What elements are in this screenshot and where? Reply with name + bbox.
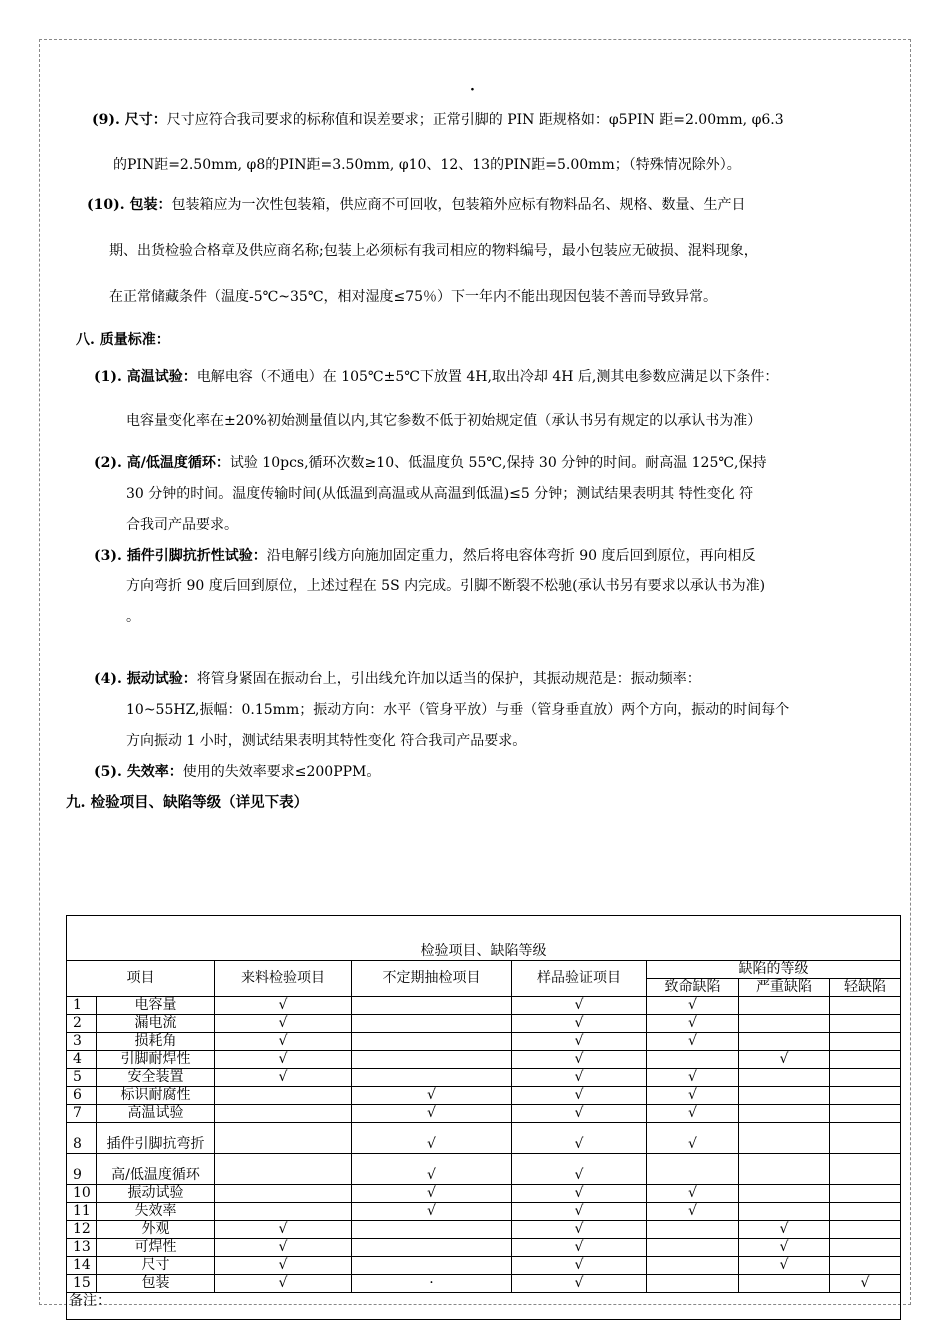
cell-minor	[830, 1069, 901, 1087]
section8-heading: 八. 质量标准：	[76, 332, 170, 348]
section9-heading: 九. 检验项目、缺陷等级（详见下表）	[66, 794, 309, 811]
defect-table	[66, 915, 901, 1320]
item9-line1	[92, 110, 784, 130]
cell-minor	[830, 1239, 901, 1257]
cell-incoming: √	[215, 1051, 352, 1069]
header-critical: 致命缺陷	[647, 979, 739, 997]
cell-sample: √	[512, 1221, 647, 1239]
cell-name: 电容量	[97, 997, 215, 1015]
cell-name: 高/低温度循环	[97, 1154, 215, 1185]
item10-line1	[87, 195, 745, 215]
q4-label: (4). 振动试验：	[94, 671, 197, 687]
cell-major: √	[739, 1051, 830, 1069]
cell-incoming	[215, 1123, 352, 1154]
cell-critical	[647, 1051, 739, 1069]
remark-row	[67, 1293, 901, 1320]
cell-incoming: √	[215, 997, 352, 1015]
q3-line3: 。	[126, 609, 140, 625]
cell-name: 高温试验	[97, 1105, 215, 1123]
cell-periodic: √	[352, 1154, 512, 1185]
cell-incoming	[215, 1154, 352, 1185]
cell-minor	[830, 1087, 901, 1105]
cell-major	[739, 1185, 830, 1203]
cell-sample: √	[512, 1069, 647, 1087]
cell-periodic	[352, 1015, 512, 1033]
table-row	[67, 997, 901, 1015]
header-item: 项目	[67, 961, 215, 997]
cell-minor	[830, 997, 901, 1015]
q5-line1	[94, 762, 380, 782]
cell-critical: √	[647, 1185, 739, 1203]
cell-incoming: √	[215, 1015, 352, 1033]
cell-periodic: √	[352, 1203, 512, 1221]
cell-major	[739, 1105, 830, 1123]
table-row	[67, 1203, 901, 1221]
cell-incoming	[215, 1203, 352, 1221]
cell-critical: √	[647, 1033, 739, 1051]
cell-minor	[830, 1185, 901, 1203]
cell-minor	[830, 1154, 901, 1185]
cell-name: 插件引脚抗弯折	[97, 1123, 215, 1154]
table-row	[67, 1221, 901, 1239]
cell-name: 包装	[97, 1275, 215, 1293]
cell-incoming	[215, 1087, 352, 1105]
cell-critical: √	[647, 1087, 739, 1105]
cell-periodic: √	[352, 1185, 512, 1203]
cell-critical	[647, 1275, 739, 1293]
q2-text1: 试验 10pcs,循环次数≥10、低温度负 55℃,保持 30 分钟的时间。耐高温 125℃,保持	[229, 455, 767, 471]
header-dot: ·	[470, 82, 475, 98]
cell-incoming: √	[215, 1221, 352, 1239]
cell-no: 9	[67, 1154, 97, 1185]
cell-no: 14	[67, 1257, 97, 1275]
item10-text1: 包装箱应为一次性包装箱，供应商不可回收，包装箱外应标有物料品名、规格、数量、生产日	[171, 197, 746, 213]
cell-major: √	[739, 1221, 830, 1239]
cell-periodic	[352, 1257, 512, 1275]
cell-no: 12	[67, 1221, 97, 1239]
cell-no: 10	[67, 1185, 97, 1203]
cell-major	[739, 1275, 830, 1293]
cell-major: √	[739, 1239, 830, 1257]
cell-major	[739, 997, 830, 1015]
cell-no: 5	[67, 1069, 97, 1087]
cell-name: 损耗角	[97, 1033, 215, 1051]
cell-name: 安全装置	[97, 1069, 215, 1087]
cell-periodic: ·	[352, 1275, 512, 1293]
item9-label: (9). 尺寸：	[92, 112, 167, 128]
q5-label: (5). 失效率：	[94, 764, 183, 780]
q1-label: (1). 高温试验：	[94, 369, 197, 385]
cell-periodic	[352, 1033, 512, 1051]
cell-major	[739, 1154, 830, 1185]
q5-text1: 使用的失效率要求≤200PPM。	[182, 764, 381, 780]
cell-no: 15	[67, 1275, 97, 1293]
cell-incoming: √	[215, 1257, 352, 1275]
q4-line3: 方向振动 1 小时，测试结果表明其特性变化 符合我司产品要求。	[126, 733, 527, 749]
q2-line3: 合我司产品要求。	[126, 517, 238, 533]
cell-major	[739, 1123, 830, 1154]
cell-sample: √	[512, 1123, 647, 1154]
cell-sample: √	[512, 1275, 647, 1293]
table-row	[67, 1051, 901, 1069]
item9-text1: 尺寸应符合我司要求的标称值和误差要求；正常引脚的 PIN 距规格如：φ5PIN 距=2.00mm, φ6.3	[166, 112, 784, 128]
cell-critical: √	[647, 1123, 739, 1154]
header-periodic: 不定期抽检项目	[352, 961, 512, 997]
cell-critical	[647, 1221, 739, 1239]
cell-no: 3	[67, 1033, 97, 1051]
table-row	[67, 1069, 901, 1087]
table-row	[67, 1239, 901, 1257]
header-sample: 样品验证项目	[512, 961, 647, 997]
cell-periodic	[352, 1221, 512, 1239]
cell-minor	[830, 1123, 901, 1154]
q1-line1	[94, 367, 778, 387]
cell-incoming: √	[215, 1275, 352, 1293]
cell-sample: √	[512, 1185, 647, 1203]
cell-sample: √	[512, 1239, 647, 1257]
cell-sample: √	[512, 1087, 647, 1105]
cell-major	[739, 1087, 830, 1105]
cell-minor	[830, 1105, 901, 1123]
q3-text1: 沿电解引线方向施加固定重力，然后将电容体弯折 90 度后回到原位，再向相反	[266, 548, 756, 564]
cell-name: 漏电流	[97, 1015, 215, 1033]
cell-periodic: √	[352, 1105, 512, 1123]
cell-no: 8	[67, 1123, 97, 1154]
q3-line1	[94, 546, 755, 566]
q2-line1	[94, 453, 766, 473]
q4-text1: 将管身紧固在振动台上，引出线允许加以适当的保护，其振动规范是：振动频率：	[196, 671, 701, 687]
q4-line2: 10~55HZ,振幅：0.15mm；振动方向：水平（管身平放）与垂（管身垂直放）两个方向，振动的时间每个	[126, 702, 790, 718]
cell-minor	[830, 1257, 901, 1275]
cell-periodic	[352, 1239, 512, 1257]
q1-line2: 电容量变化率在±20%初始测量值以内,其它参数不低于初始规定值（承认书另有规定的以承认书为准）	[126, 413, 762, 429]
cell-no: 11	[67, 1203, 97, 1221]
cell-no: 4	[67, 1051, 97, 1069]
cell-name: 振动试验	[97, 1185, 215, 1203]
table-row	[67, 1087, 901, 1105]
q1-text1: 电解电容（不通电）在 105℃±5℃下放置 4H,取出冷却 4H 后,测其电参数应满足以下条件：	[196, 369, 779, 385]
cell-critical	[647, 1257, 739, 1275]
cell-minor	[830, 1033, 901, 1051]
cell-major	[739, 1069, 830, 1087]
cell-incoming	[215, 1185, 352, 1203]
cell-critical: √	[647, 1015, 739, 1033]
cell-sample: √	[512, 1203, 647, 1221]
cell-critical: √	[647, 1069, 739, 1087]
cell-sample: √	[512, 1051, 647, 1069]
cell-critical	[647, 1154, 739, 1185]
cell-critical: √	[647, 1105, 739, 1123]
remark-cell: 备注：	[67, 1293, 901, 1320]
cell-sample: √	[512, 1154, 647, 1185]
cell-minor	[830, 1221, 901, 1239]
cell-incoming: √	[215, 1239, 352, 1257]
cell-periodic	[352, 1069, 512, 1087]
cell-name: 可焊性	[97, 1239, 215, 1257]
cell-minor	[830, 1203, 901, 1221]
q3-label: (3). 插件引脚抗折性试验：	[94, 548, 267, 564]
cell-no: 1	[67, 997, 97, 1015]
cell-minor: √	[830, 1275, 901, 1293]
cell-no: 6	[67, 1087, 97, 1105]
header-minor: 轻缺陷	[830, 979, 901, 997]
table-row	[67, 1154, 901, 1185]
cell-incoming: √	[215, 1033, 352, 1051]
item10-label: (10). 包装：	[87, 197, 172, 213]
cell-major	[739, 1015, 830, 1033]
q4-line1	[94, 669, 701, 689]
item10-line3: 在正常储藏条件（温度-5℃~35℃，相对湿度≤75％）下一年内不能出现因包装不善而导致异常。	[109, 289, 718, 305]
table-row	[67, 1257, 901, 1275]
cell-critical: √	[647, 997, 739, 1015]
q3-line2: 方向弯折 90 度后回到原位，上述过程在 5S 内完成。引脚不断裂不松驰(承认书另有要求以承认书为准)	[126, 578, 766, 594]
cell-no: 2	[67, 1015, 97, 1033]
cell-name: 尺寸	[97, 1257, 215, 1275]
cell-incoming	[215, 1105, 352, 1123]
cell-major: √	[739, 1257, 830, 1275]
cell-no: 7	[67, 1105, 97, 1123]
cell-name: 失效率	[97, 1203, 215, 1221]
cell-minor	[830, 1051, 901, 1069]
cell-periodic	[352, 1051, 512, 1069]
cell-critical: √	[647, 1203, 739, 1221]
cell-periodic: √	[352, 1123, 512, 1154]
cell-sample: √	[512, 1015, 647, 1033]
cell-name: 外观	[97, 1221, 215, 1239]
table-row	[67, 1185, 901, 1203]
cell-periodic	[352, 997, 512, 1015]
cell-periodic: √	[352, 1087, 512, 1105]
cell-sample: √	[512, 1033, 647, 1051]
cell-name: 引脚耐焊性	[97, 1051, 215, 1069]
item9-line2: 的PIN距=2.50mm, φ8的PIN距=3.50mm, φ10、12、13的PIN距=5.00mm；（特殊情况除外）。	[113, 157, 741, 173]
cell-sample: √	[512, 997, 647, 1015]
table-title: 检验项目、缺陷等级	[67, 916, 901, 961]
cell-name: 标识耐腐性	[97, 1087, 215, 1105]
cell-major	[739, 1033, 830, 1051]
cell-incoming: √	[215, 1069, 352, 1087]
table-row	[67, 1105, 901, 1123]
table-row	[67, 1015, 901, 1033]
cell-sample: √	[512, 1105, 647, 1123]
table-row	[67, 1033, 901, 1051]
q2-line2: 30 分钟的时间。温度传输时间(从低温到高温或从高温到低温)≤5 分钟；测试结果表明其 特性变化 符	[126, 486, 754, 502]
table-row	[67, 1275, 901, 1293]
q2-label: (2). 高/低温度循环：	[94, 455, 230, 471]
table-row	[67, 1123, 901, 1154]
cell-critical	[647, 1239, 739, 1257]
item10-line2: 期、出货检验合格章及供应商名称;包装上必须标有我司相应的物料编号，最小包装应无破损、混料现象，	[109, 243, 758, 259]
header-incoming: 来料检验项目	[215, 961, 352, 997]
cell-sample: √	[512, 1257, 647, 1275]
header-defect-level: 缺陷的等级	[647, 961, 901, 979]
cell-no: 13	[67, 1239, 97, 1257]
header-major: 严重缺陷	[739, 979, 830, 997]
cell-major	[739, 1203, 830, 1221]
cell-minor	[830, 1015, 901, 1033]
